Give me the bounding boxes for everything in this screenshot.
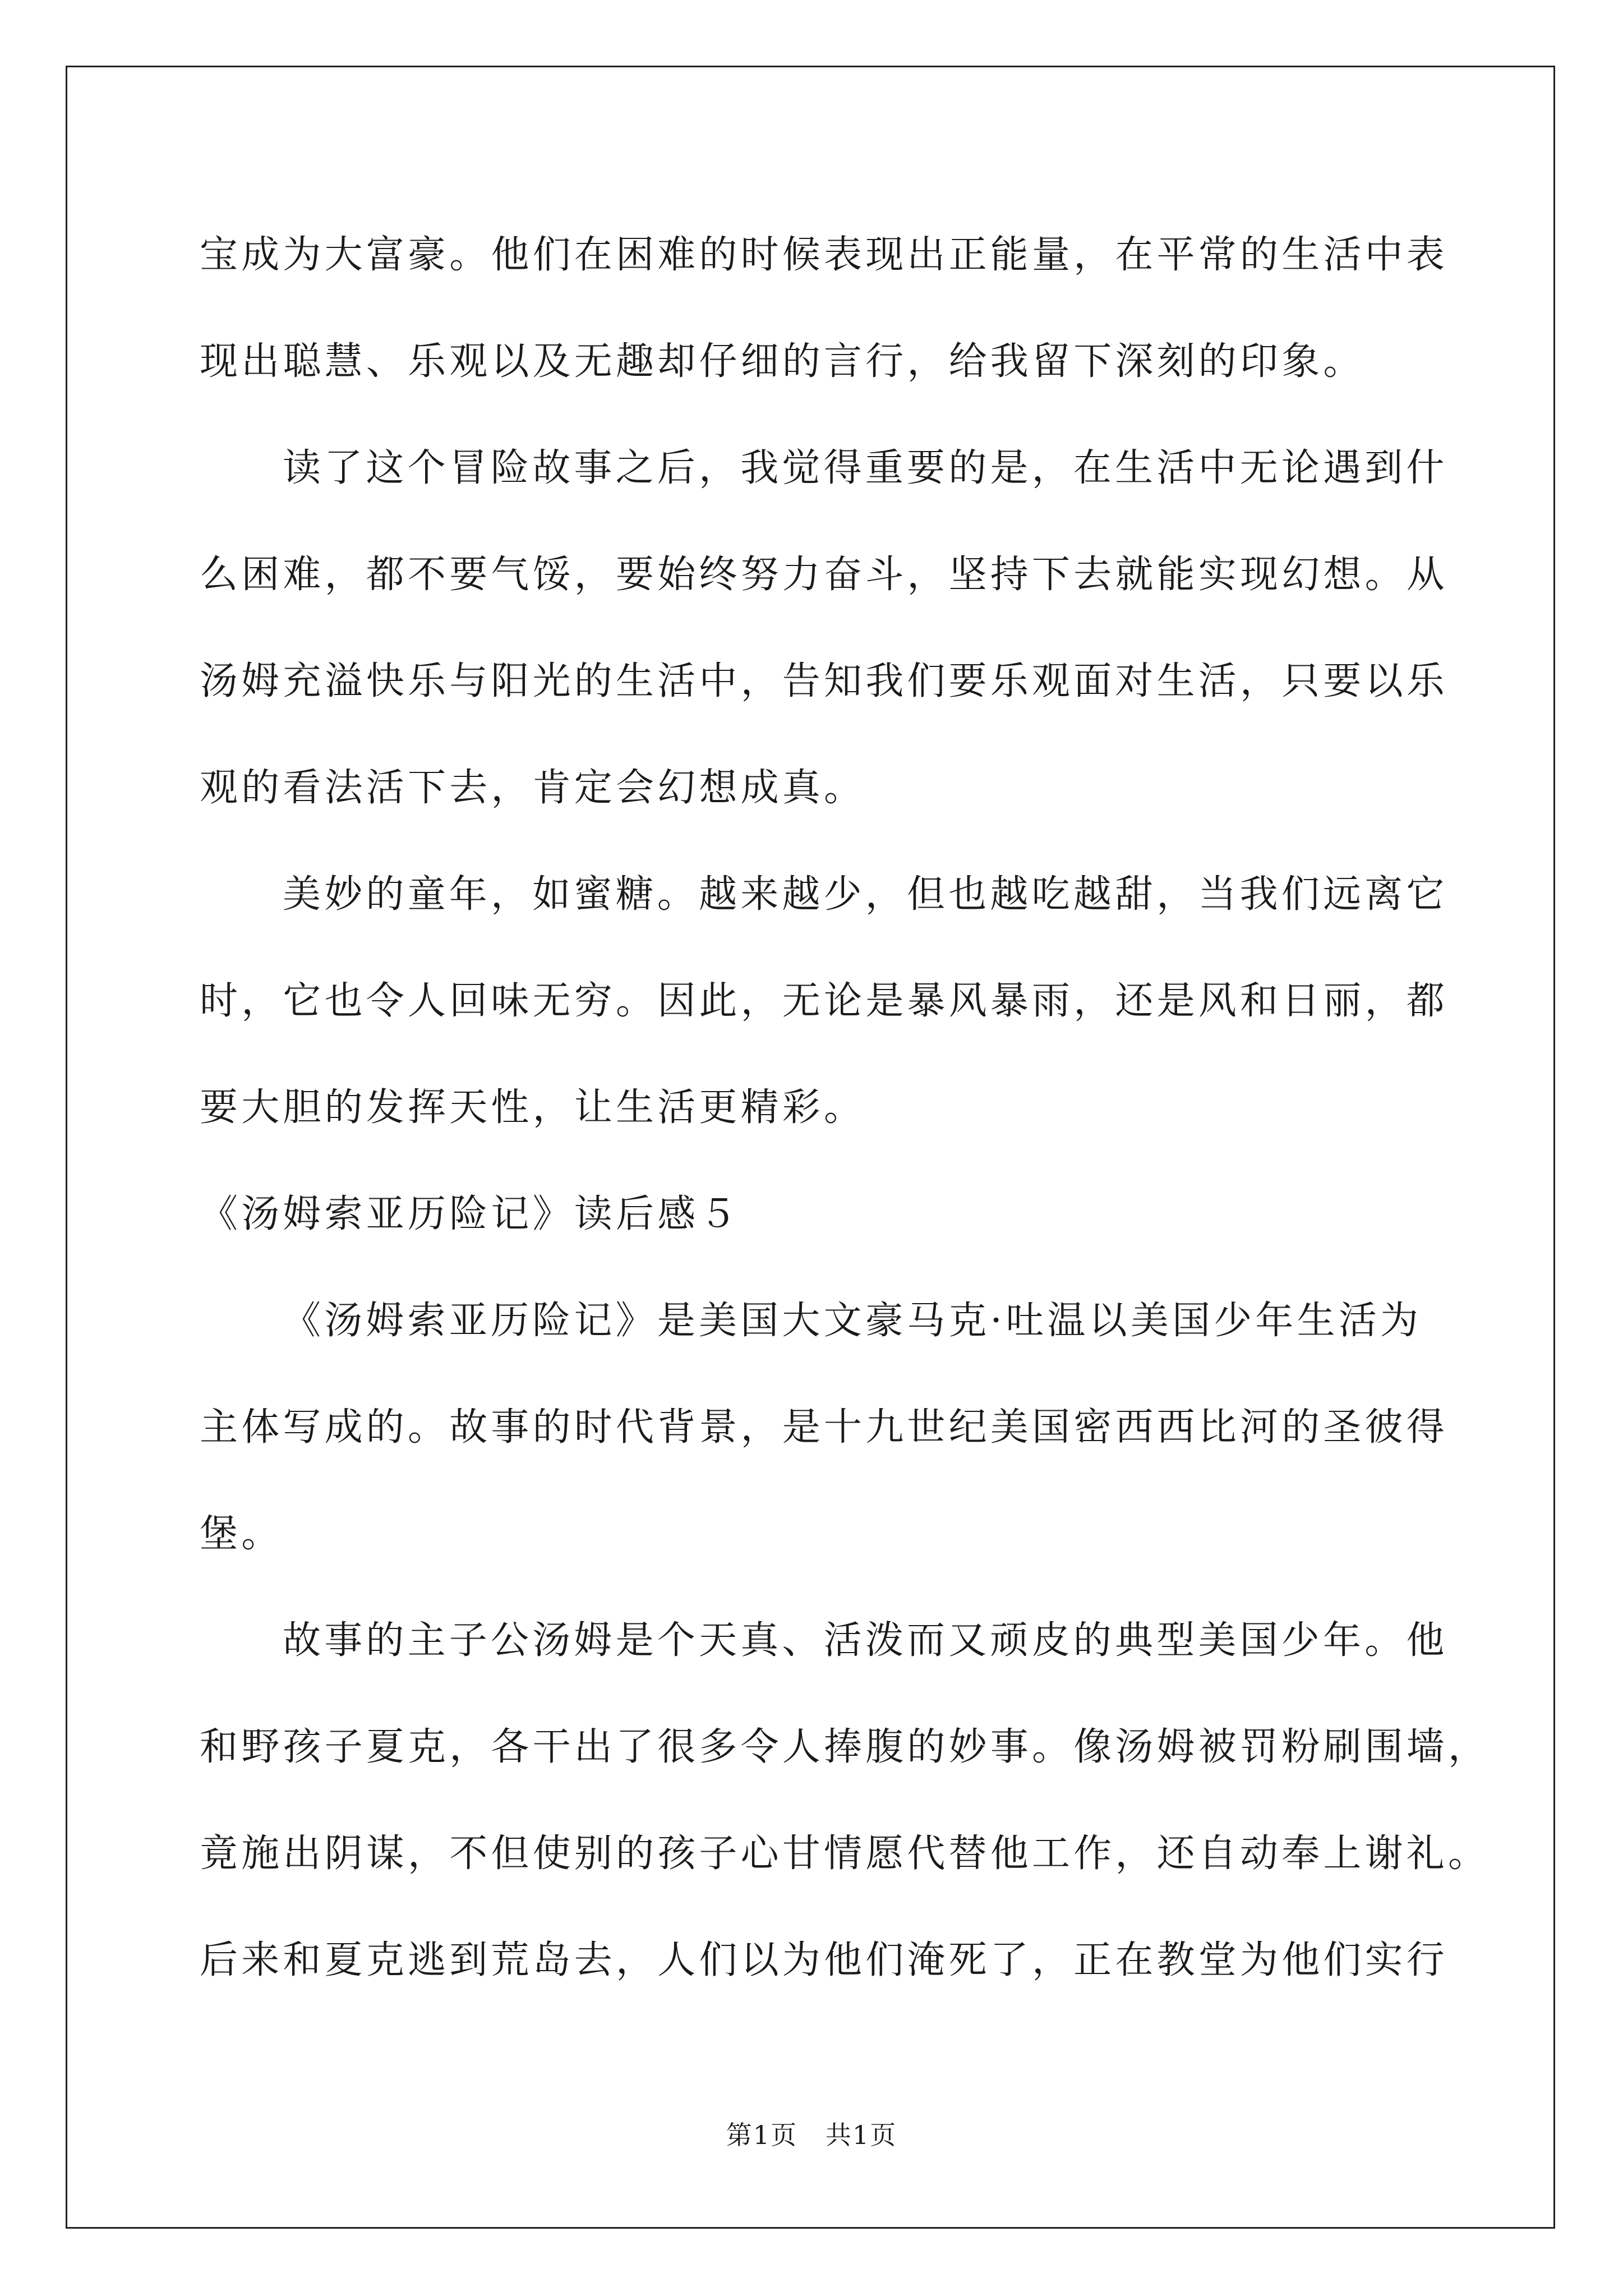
paragraph-start-line: 故事的主子公汤姆是个天真、活泼而又顽皮的典型美国少年。他 <box>283 1618 1448 1663</box>
text-line: 和野孩子夏克，各干出了很多令人捧腹的妙事。像汤姆被罚粉刷围墙， <box>200 1725 1490 1769</box>
text-line: 后来和夏克逃到荒岛去，人们以为他们淹死了，正在教堂为他们实行 <box>200 1938 1449 1982</box>
text-line: 主体写成的。故事的时代背景，是十九世纪美国密西西比河的圣彼得 <box>200 1405 1449 1450</box>
text-line: 汤姆充溢快乐与阳光的生活中，告知我们要乐观面对生活，只要以乐 <box>200 659 1449 703</box>
text-line: 时，它也令人回味无穷。因此，无论是暴风暴雨，还是风和日丽，都 <box>200 979 1449 1023</box>
text-line: 么困难，都不要气馁，要始终努力奋斗，坚持下去就能实现幻想。从 <box>200 553 1449 597</box>
paragraph-start-line: 《汤姆索亚历险记》是美国大文豪马克·吐温以美国少年生活为 <box>283 1299 1422 1343</box>
text-line: 宝成为大富豪。他们在困难的时候表现出正能量，在平常的生活中表 <box>200 233 1449 277</box>
text-line: 竟施出阴谋，不但使别的孩子心甘情愿代替他工作，还自动奉上谢礼。 <box>200 1832 1490 1876</box>
section-heading: 《汤姆索亚历险记》读后感５ <box>200 1192 741 1236</box>
document-body <box>200 213 1490 2025</box>
text-line: 要大胆的发挥天性，让生活更精彩。 <box>200 1085 866 1130</box>
paragraph-start-line: 美妙的童年，如蜜糖。越来越少，但也越吃越甜，当我们远离它 <box>283 872 1448 917</box>
paragraph-start-line: 读了这个冒险故事之后，我觉得重要的是，在生活中无论遇到什 <box>283 446 1448 490</box>
text-line: 现出聪慧、乐观以及无趣却仔细的言行，给我留下深刻的印象。 <box>200 339 1365 384</box>
text-line: 堡。 <box>200 1512 283 1556</box>
page-footer: 第1页 共1页 <box>726 2120 897 2150</box>
text-line: 观的看法活下去，肯定会幻想成真。 <box>200 766 866 810</box>
